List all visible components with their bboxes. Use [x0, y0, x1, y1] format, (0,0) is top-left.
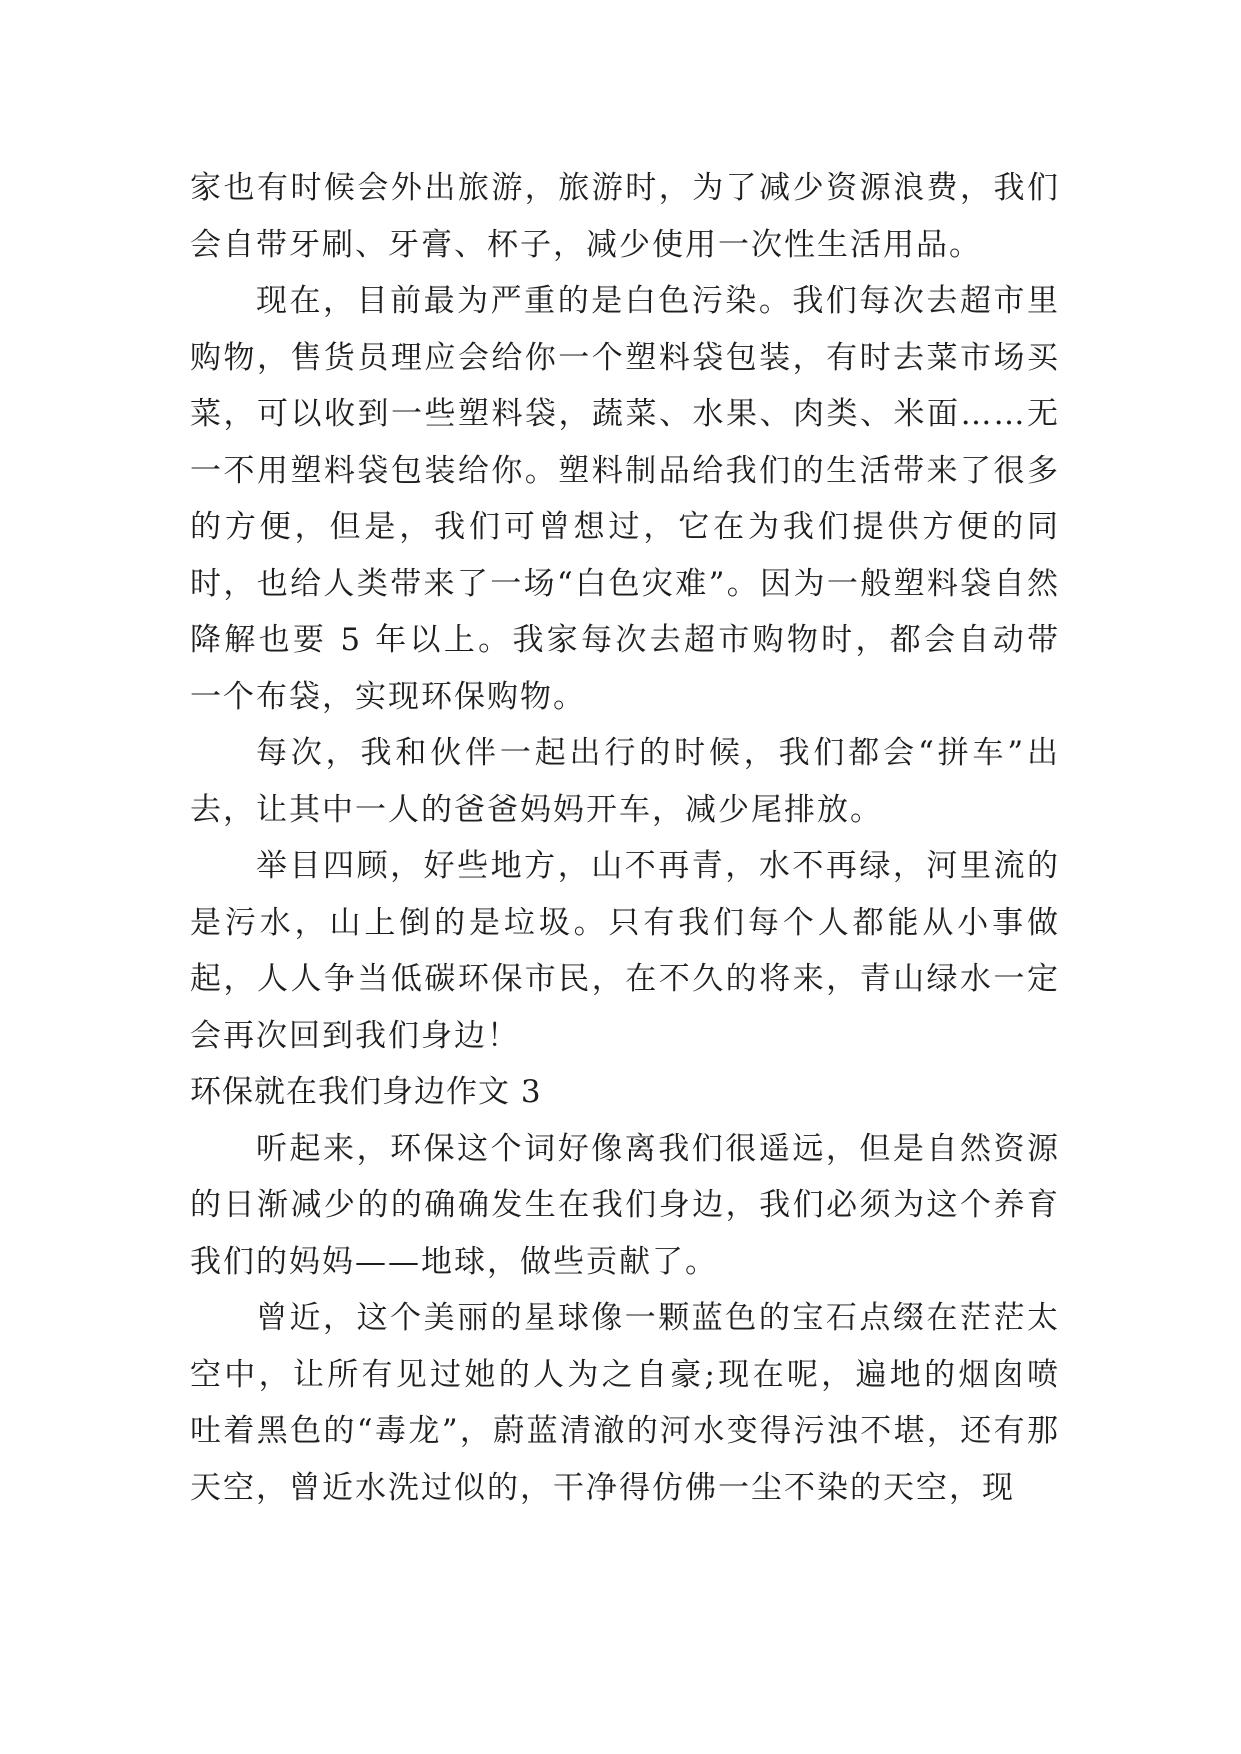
paragraph-conclusion: 举目四顾，好些地方，山不再青，水不再绿，河里流的是污水，山上倒的是垃圾。只有我们每个人都能从小事做起，人人争当低碳环保市民，在不久的将来，青山绿水一定会再次回到我们身边！	[190, 848, 1060, 1054]
document-body	[190, 160, 1060, 1516]
paragraph-intro: 听起来，环保这个词好像离我们很遥远，但是自然资源的日渐减少的的确确发生在我们身边，我们必须为这个养育我们的妈妈——地球，做些贡献了。	[190, 1130, 1060, 1280]
paragraph-white-pollution: 现在，目前最为严重的是白色污染。我们每次去超市里购物，售货员理应会给你一个塑料袋包装，有时去菜市场买菜，可以收到一些塑料袋，蔬菜、水果、肉类、米面……无一不用塑料袋包装给你。塑料制品给我们的生活带来了很多的方便，但是，我们可曾想过，它在为我们提供方便的同时，也给人类带来了一场“白色灾难”。因为一般塑料袋自然降解也要 5 年以上。我家每次去超市购物时，都会自动带一个布袋，实现环保购物。	[190, 283, 1060, 715]
essay-heading: 环保就在我们身边作文 3	[190, 1074, 542, 1110]
paragraph-earth: 曾近，这个美丽的星球像一颗蓝色的宝石点缀在茫茫太空中，让所有见过她的人为之自豪;现在呢，遍地的烟囱喷吐着黑色的“毒龙”，蔚蓝清澈的河水变得污浊不堪，还有那天空，曾近水洗过似的，干净得仿佛一尘不染的天空，现	[190, 1300, 1060, 1506]
paragraph-continued: 家也有时候会外出旅游，旅游时，为了减少资源浪费，我们会自带牙刷、牙膏、杯子，减少使用一次性生活用品。	[190, 170, 1060, 263]
paragraph-carpool: 每次，我和伙伴一起出行的时候，我们都会“拼车”出去，让其中一人的爸爸妈妈开车，减少尾排放。	[190, 735, 1060, 828]
